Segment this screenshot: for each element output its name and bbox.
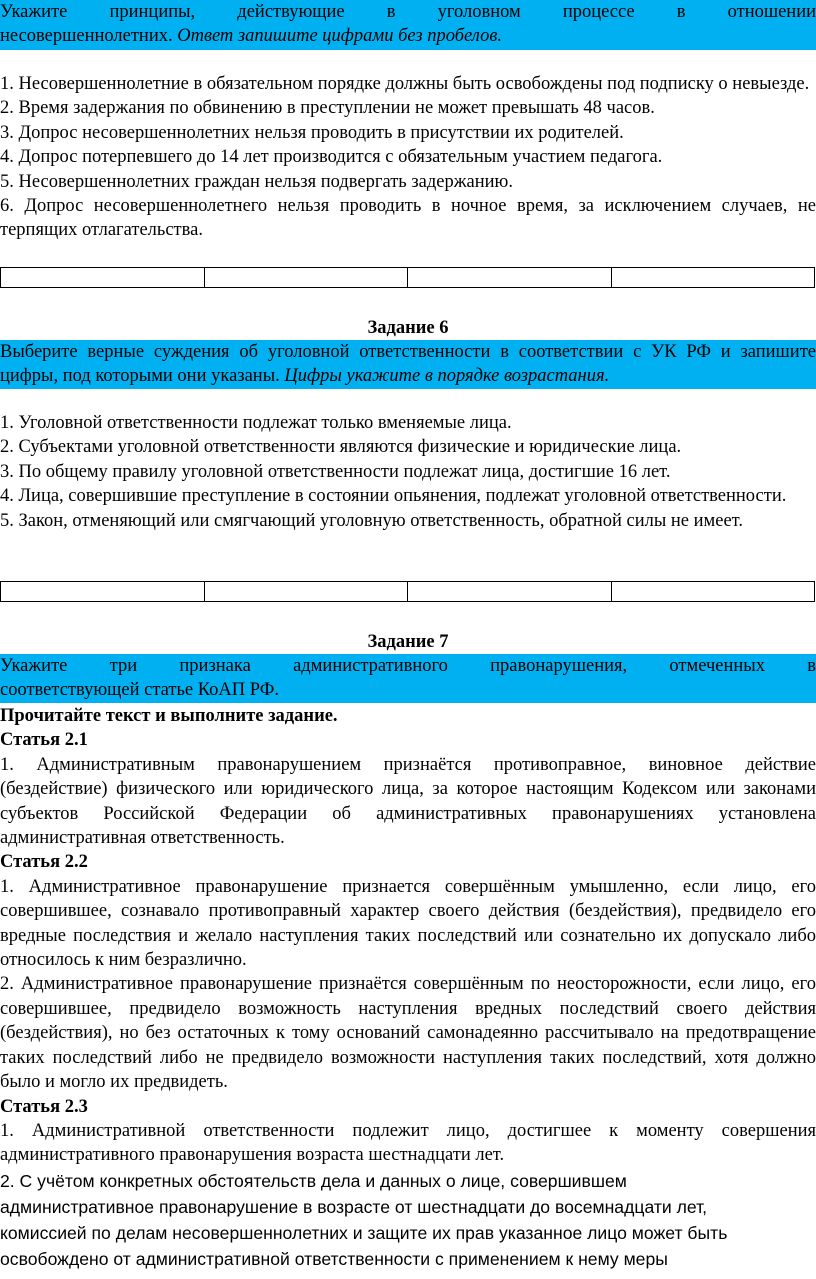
answer-cell[interactable] xyxy=(1,582,205,601)
answer-cell[interactable] xyxy=(408,268,612,287)
task5-prompt-line1: Укажите принципы, действующие в уголовном процессе в отношении xyxy=(0,2,816,22)
task5-option-2: 2. Время задержания по обвинению в преступлении не может превышать 48 часов. xyxy=(0,98,655,119)
task7-prompt-line1: Укажите три признака административного правонарушения, отмеченных в xyxy=(0,656,816,676)
task7-title: Задание 7 xyxy=(367,632,449,652)
task7-prompt-line2: соответствующей статье КоАП РФ. xyxy=(0,680,279,701)
task6-prompt xyxy=(0,340,816,389)
article-2-1-title: Статья 2.1 xyxy=(0,730,88,751)
task5-option-1: 1. Несовершеннолетние в обязательном порядке должны быть освобождены под подписку о невыезде. xyxy=(0,74,810,94)
task5-option-5: 5. Несовершеннолетних граждан нельзя подвергать задержанию. xyxy=(0,171,513,192)
article-2-1-paragraph-1: 1. Административным правонарушением признаётся противоправное, виновное действие (бездействие) физического или юридического лица, за которое настоящим Кодексом или законами субъектов Российской Федерации об административных правонарушениях установлена административная ответственность. xyxy=(0,754,816,849)
task5-prompt xyxy=(0,0,816,50)
task5-prompt-line2: несовершеннолетних. Ответ запишите цифрами без пробелов. xyxy=(0,26,502,47)
answer-cell[interactable] xyxy=(1,268,205,287)
task6-option-5: 5. Закон, отменяющий или смягчающий уголовную ответственность, обратной силы не имеет. xyxy=(0,510,743,531)
task7-source-text xyxy=(0,704,816,1272)
task6-title: Задание 6 xyxy=(367,318,449,338)
task6-option-1: 1. Уголовной ответственности подлежат только вменяемые лица. xyxy=(0,413,512,433)
task5-option-6: 6. Допрос несовершеннолетнего нельзя проводить в ночное время, за исключением случаев, не терпящих отлагательства. xyxy=(0,196,816,241)
task5-answer-table[interactable] xyxy=(0,267,815,288)
article-2-3-paragraph-2-line2: административное правонарушение в возрасте от шестнадцати до восемнадцати лет, xyxy=(0,1196,708,1217)
article-2-2-title: Статья 2.2 xyxy=(0,852,88,873)
answer-cell[interactable] xyxy=(205,268,409,287)
article-2-3-title: Статья 2.3 xyxy=(0,1096,88,1117)
task6-prompt-text: Выберите верные суждения об уголовной ответственности в соответствии с УК РФ и запишите цифры, под которыми они указаны. Цифры укажите в порядке возрастания. xyxy=(0,342,816,387)
article-2-2-paragraph-2: 2. Административное правонарушение признаётся совершённым по неосторожности, если лицо, его совершившее, предвидело возможность наступления вредных последствий своего действия (бездействия), но без остаточных к тому оснований самонадеянно рассчитывало на предотвращение таких последствий либо не предвидело возможности наступления таких последствий, хотя должно было и могло их предвидеть. xyxy=(0,974,816,1093)
task7-prompt xyxy=(0,654,816,703)
answer-cell[interactable] xyxy=(408,582,612,601)
task6-option-2: 2. Субъектами уголовной ответственности являются физические и юридические лица. xyxy=(0,437,682,458)
read-instruction: Прочитайте текст и выполните задание. xyxy=(0,706,338,726)
answer-cell[interactable] xyxy=(205,582,409,601)
article-2-3-paragraph-2-line4: освобождено от административной ответственности с применением к нему меры xyxy=(0,1248,668,1269)
task5-options xyxy=(0,72,816,243)
task6-answer-table[interactable] xyxy=(0,581,815,602)
article-2-3-paragraph-2-line3: комиссией по делам несовершеннолетних и защите их прав указанное лицо может быть xyxy=(0,1222,728,1243)
task6-options xyxy=(0,411,816,533)
article-2-3-paragraph-2-line1: 2. С учётом конкретных обстоятельств дела и данных о лице, совершившем xyxy=(0,1170,627,1191)
task6-option-4: 4. Лица, совершившие преступление в состоянии опьянения, подлежат уголовной ответственности. xyxy=(0,486,787,507)
task6-option-3: 3. По общему правилу уголовной ответственности подлежат лица, достигшие 16 лет. xyxy=(0,461,671,482)
article-2-3-paragraph-2 xyxy=(0,1168,816,1272)
article-2-3-paragraph-1: 1. Административной ответственности подлежит лицо, достигшее к моменту совершения административного правонарушения возраста шестнадцати лет. xyxy=(0,1120,816,1166)
task5-option-4: 4. Допрос потерпевшего до 14 лет производится с обязательным участием педагога. xyxy=(0,147,663,168)
answer-cell[interactable] xyxy=(612,582,815,601)
task5-option-3: 3. Допрос несовершеннолетних нельзя проводить в присутствии их родителей. xyxy=(0,122,624,143)
article-2-2-paragraph-1: 1. Административное правонарушение признается совершённым умышленно, если лицо, его совершившее, сознавало противоправный характер своего действия (бездействия), предвидело его вредные последствия и желало наступления таких последствий или сознательно их допускало либо относилось к ним безразлично. xyxy=(0,876,816,971)
answer-cell[interactable] xyxy=(612,268,815,287)
